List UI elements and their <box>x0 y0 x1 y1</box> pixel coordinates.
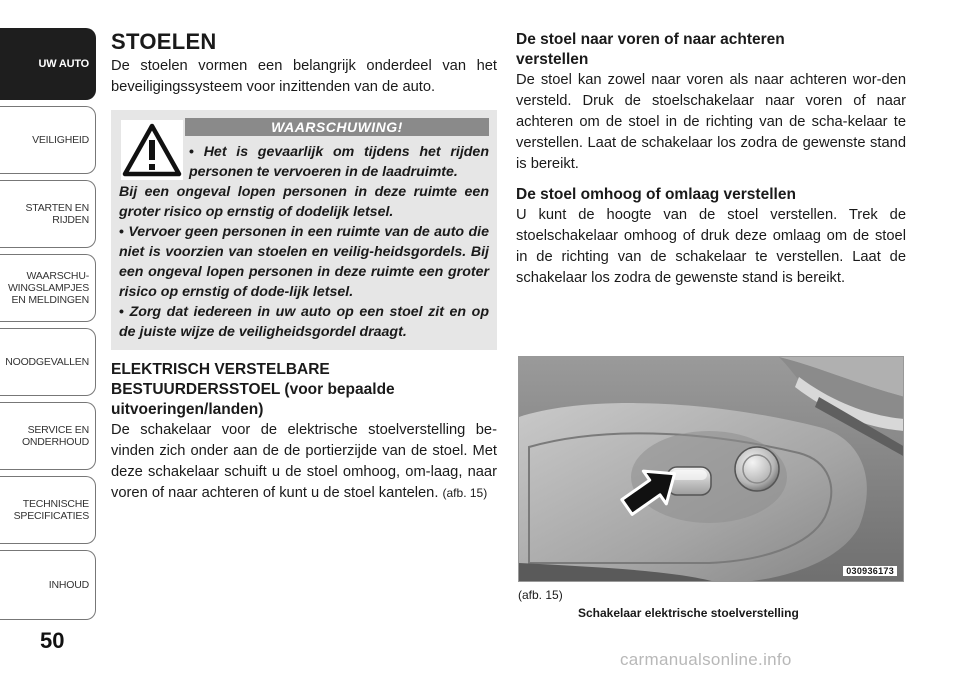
intro-text: De stoelen vormen een belangrijk onderdeel van het beveiligingssysteem voor inzittenden van de auto. <box>111 58 497 95</box>
tab-noodgevallen[interactable] <box>0 328 96 396</box>
tab-label: VEILIGHEID <box>32 134 89 146</box>
watermark: carmanualsonline.info <box>620 650 792 669</box>
page-number: 50 <box>40 628 65 653</box>
tab-label: STARTEN EN RIJDEN <box>25 202 89 226</box>
warning-triangle-icon <box>119 120 185 182</box>
warning-bullet-2: • Vervoer geen personen in een ruimte van de auto die niet is voorzien van stoelen en veilig-heidsgordels. Bij een ongeval lopen personen in deze ruimte een groter risico op ernstig of dode-lijk letsel. <box>119 224 489 300</box>
left-column <box>111 30 497 504</box>
section-body: De schakelaar voor de elektrische stoelverstelling be-vinden zich onder aan de de portierzijde van de stoel. Met deze schakelaar schuift u de stoel omhoog, om-laag, naar voren of naar achteren of kunt u de stoel kantelen. <box>111 422 497 501</box>
tab-waarschuwingslampjes[interactable] <box>0 254 96 322</box>
section-heading-suffix: (voor bepaalde uitvoeringen/landen) <box>111 381 395 418</box>
tab-label: UW AUTO <box>38 58 89 70</box>
warning-title: WAARSCHUWING! <box>185 118 489 136</box>
heading-forward-backward: De stoel naar voren of naar achteren verstellen <box>516 31 785 68</box>
tab-starten-en-rijden[interactable] <box>0 180 96 248</box>
tab-label: SERVICE EN ONDERHOUD <box>21 424 89 448</box>
tab-service-en-onderhoud[interactable] <box>0 402 96 470</box>
warning-bullet-3: • Zorg dat iedereen in uw auto op een stoel zit en op de juiste wijze de veiligheidsgordel draagt. <box>119 304 489 340</box>
text-forward-backward: De stoel kan zowel naar voren als naar achteren wor-den versteld. Druk de stoelschakelaar naar voren of naar achteren om de stoel in de richting van de scha-kelaar te verstellen. Laat de schakelaar los zodra de gewenste stand is bereikt. <box>516 72 906 172</box>
warning-box <box>111 110 497 350</box>
tab-technische-specificaties[interactable] <box>0 476 96 544</box>
heading-up-down: De stoel omhoog of omlaag verstellen <box>516 186 796 203</box>
section-heading: ELEKTRISCH VERSTELBARE BESTUURDERSSTOEL <box>111 361 330 398</box>
tab-label: INHOUD <box>48 579 89 591</box>
seat-switch-figure <box>518 356 904 582</box>
tab-label: WAARSCHU- WINGSLAMPJES EN MELDINGEN <box>7 270 89 306</box>
tab-label: TECHNISCHE SPECIFICATIES <box>13 498 89 522</box>
text-up-down: U kunt de hoogte van de stoel verstellen. Trek de stoelschakelaar omhoog of druk deze omlaag om de stoel in de richting van de schakelaar te verstellen. Laat de schakelaar los zodra de gewenste stand is bereikt. <box>516 207 906 286</box>
seat-switch-illustration <box>519 357 904 582</box>
tab-inhoud[interactable] <box>0 550 96 620</box>
figure-code: 030936173 <box>843 566 897 576</box>
warning-bullet-1-rest: Bij een ongeval lopen personen in deze ruimte een groter risico op ernstig of dodelijk letsel. <box>119 184 489 220</box>
tab-label: NOODGEVALLEN <box>5 356 89 368</box>
page-title: STOELEN <box>111 29 217 54</box>
figure-reference: (afb. 15) <box>442 486 488 500</box>
tab-uw-auto[interactable] <box>0 28 96 100</box>
right-column <box>516 30 906 289</box>
figure-caption: Schakelaar elektrische stoelverstelling <box>578 606 799 620</box>
warning-bullet-1: • Het is gevaarlijk om tijdens het rijden personen te vervoeren in de laadruimte. <box>189 144 489 180</box>
tab-veiligheid[interactable] <box>0 106 96 174</box>
figure-ref-label: (afb. 15) <box>518 588 563 602</box>
